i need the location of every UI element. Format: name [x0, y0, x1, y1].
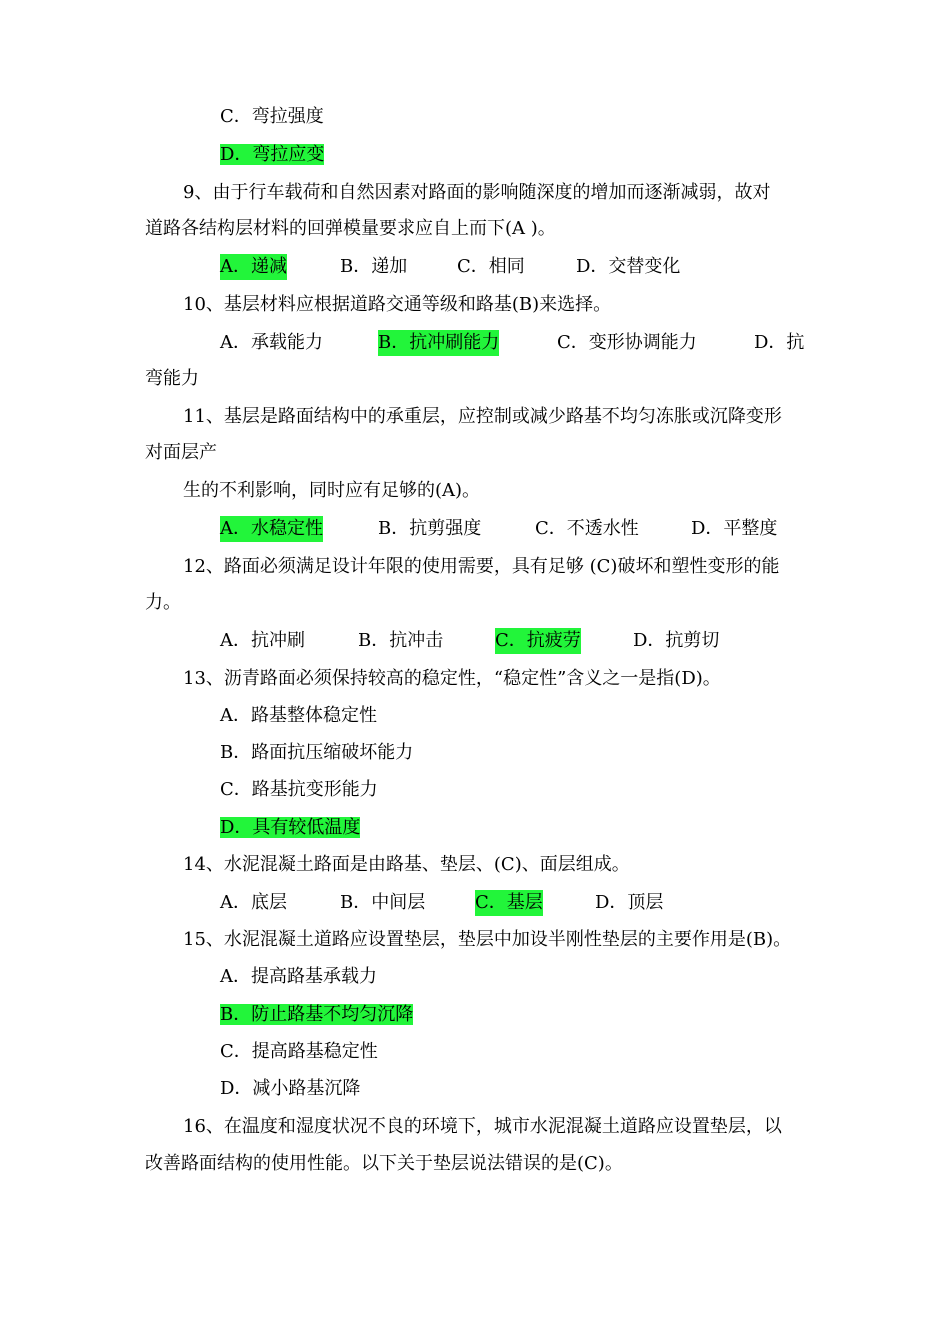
question-13: 13、沥青路面必须保持较高的稳定性，“稳定性”含义之一是指(D)。	[183, 668, 721, 689]
answer-highlight: C．抗疲劳	[495, 628, 581, 654]
option-line: C．弯拉强度	[220, 106, 324, 127]
answer-line	[220, 142, 890, 168]
question-13-option-a: A．路基整体稳定性	[220, 705, 377, 726]
option: B．抗冲击	[358, 630, 444, 651]
option: A．抗冲刷	[220, 630, 305, 651]
question-15-option-a: A．提高路基承载力	[220, 966, 377, 987]
option: A．底层	[220, 892, 287, 913]
question-15-option-b	[220, 1002, 890, 1028]
answer-highlight: D．弯拉应变	[220, 144, 325, 165]
option: D．顶层	[595, 892, 664, 913]
question-15-option-d: D．减小路基沉降	[220, 1078, 361, 1099]
question-13-option-b: B．路面抗压缩破坏能力	[220, 742, 414, 763]
option: A．承载能力	[220, 332, 323, 353]
question-9: 9、由于行车载荷和自然因素对路面的影响随深度的增加而逐渐减弱，故对	[183, 182, 771, 203]
question-10-cont: 弯能力	[145, 368, 199, 389]
question-16-cont: 改善路面结构的使用性能。以下关于垫层说法错误的是(C)。	[145, 1153, 623, 1174]
answer-highlight: A．水稳定性	[220, 516, 323, 542]
option: B．抗剪强度	[378, 518, 482, 539]
question-9-cont: 道路各结构层材料的回弹模量要求应自上而下(A )。	[145, 218, 556, 239]
question-13-option-c: C．路基抗变形能力	[220, 779, 378, 800]
option: C．变形协调能力	[557, 332, 697, 353]
option: D．抗	[754, 332, 805, 353]
answer-highlight: D．具有较低温度	[220, 817, 361, 838]
question-10: 10、基层材料应根据道路交通等级和路基(B)来选择。	[183, 294, 612, 315]
question-14: 14、水泥混凝土路面是由路基、垫层、(C)、面层组成。	[183, 854, 630, 875]
question-11-cont: 对面层产	[145, 442, 217, 463]
option: D．平整度	[691, 518, 778, 539]
question-16: 16、在温度和湿度状况不良的环境下，城市水泥混凝土道路应设置垫层，以	[183, 1116, 782, 1137]
answer-highlight: B．抗冲刷能力	[378, 330, 499, 356]
question-11: 11、基层是路面结构中的承重层，应控制或减少路基不均匀冻胀或沉降变形	[183, 406, 782, 427]
answer-highlight: B．防止路基不均匀沉降	[220, 1004, 414, 1025]
question-11-cont2: 生的不利影响，同时应有足够的(A)。	[183, 480, 481, 501]
question-15-option-c: C．提高路基稳定性	[220, 1041, 378, 1062]
option: C．不透水性	[535, 518, 639, 539]
option: B．递加	[340, 256, 408, 277]
question-12: 12、路面必须满足设计年限的使用需要，具有足够 (C)破坏和塑性变形的能	[183, 556, 780, 577]
option: D．交替变化	[576, 256, 681, 277]
answer-highlight: C．基层	[475, 890, 543, 916]
option: D．抗剪切	[633, 630, 720, 651]
answer-highlight: A．递减	[220, 254, 287, 280]
question-13-option-d	[220, 815, 890, 841]
option: C．相同	[457, 256, 525, 277]
question-15: 15、水泥混凝土道路应设置垫层，垫层中加设半刚性垫层的主要作用是(B)。	[183, 929, 792, 950]
option: B．中间层	[340, 892, 426, 913]
question-12-cont: 力。	[145, 592, 181, 613]
